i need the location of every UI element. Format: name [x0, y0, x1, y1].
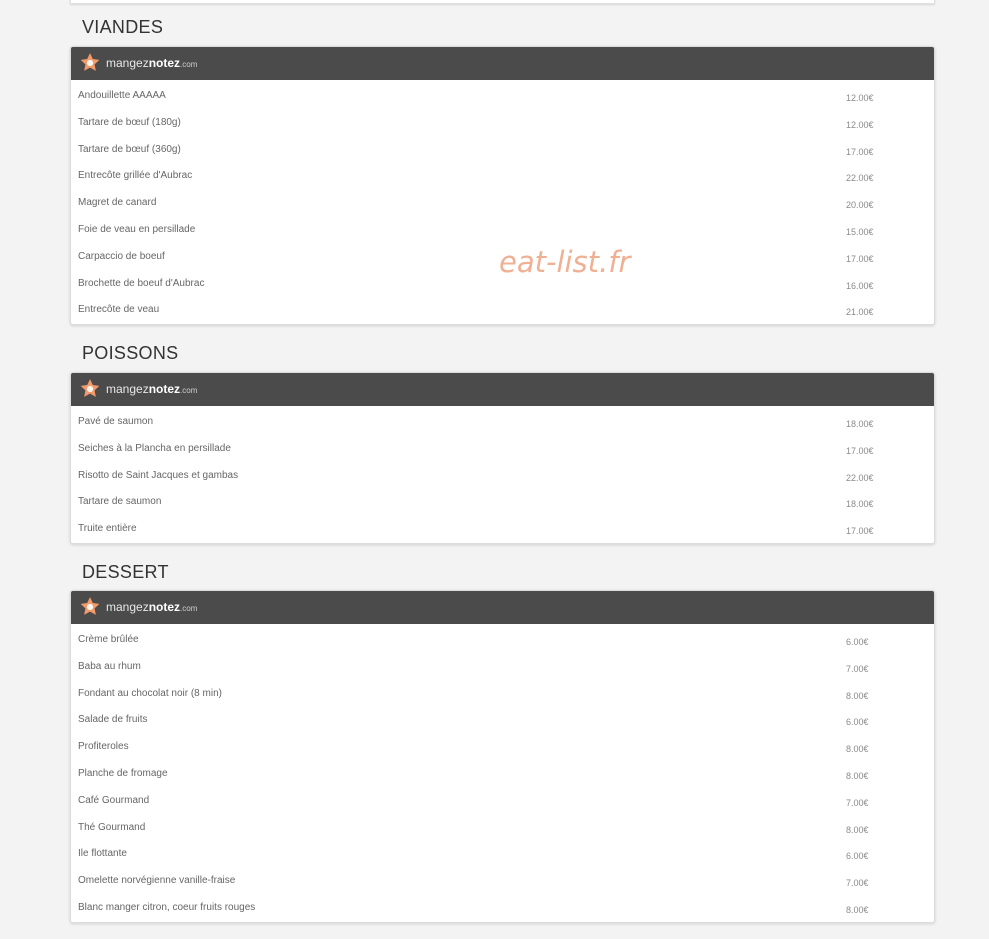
item-name: Tartare de bœuf (180g)	[78, 116, 181, 128]
menu-item	[71, 137, 934, 164]
item-name: Fondant au chocolat noir (8 min)	[78, 687, 222, 699]
brand-light-text: mangez	[106, 600, 149, 614]
brand-bold-text: notez	[148, 600, 181, 614]
item-price: 22.00€	[846, 472, 874, 483]
menu-item	[71, 868, 934, 895]
brand-light-text: mangez	[106, 56, 149, 70]
brand-suffix-text: .com	[180, 386, 198, 395]
item-name: Andouillette AAAAA	[78, 90, 166, 101]
item-name: Tartare de saumon	[78, 496, 162, 508]
menu-item	[71, 841, 934, 868]
item-price: 8.00€	[846, 824, 869, 835]
brand-bold-text: notez	[148, 382, 181, 396]
menu-item	[71, 761, 934, 788]
star-logo-icon	[79, 378, 101, 400]
item-name: Planche de fromage	[78, 767, 168, 779]
item-price: 7.00€	[846, 663, 869, 674]
item-name: Carpaccio de boeuf	[78, 250, 165, 262]
menu-card-viandes	[70, 46, 935, 325]
item-name: Thé Gourmand	[78, 821, 146, 833]
brand-wordmark	[106, 381, 197, 399]
menu-item	[71, 217, 934, 244]
item-name: Salade de fruits	[78, 714, 148, 726]
menu-item	[71, 734, 934, 761]
brand-suffix-text: .com	[180, 604, 198, 613]
item-name: Ile flottante	[78, 848, 127, 860]
item-price: 8.00€	[846, 690, 869, 701]
item-price: 21.00€	[846, 307, 874, 318]
menu-item	[71, 788, 934, 815]
item-price: 6.00€	[846, 637, 869, 647]
item-name: Profiteroles	[78, 741, 129, 753]
menu-item	[71, 163, 934, 190]
item-price: 16.00€	[846, 280, 874, 291]
item-name: Baba au rhum	[78, 660, 141, 672]
menu-item	[71, 627, 934, 654]
menu-item	[71, 681, 934, 708]
item-price: 7.00€	[846, 878, 869, 889]
menu-item	[71, 436, 934, 463]
brand-suffix-text: .com	[180, 60, 198, 69]
menu-item	[71, 409, 934, 436]
item-price: 8.00€	[846, 744, 869, 755]
item-name: Tartare de bœuf (360g)	[78, 143, 181, 155]
menu-item	[71, 110, 934, 137]
item-name: Crème brûlée	[78, 634, 139, 645]
section-title-poissons: POISSONS	[82, 343, 179, 363]
item-price: 15.00€	[846, 226, 874, 237]
item-name: Blanc manger citron, coeur fruits rouges	[78, 901, 256, 913]
menu-card-poissons	[70, 372, 935, 544]
brand-wordmark	[106, 55, 197, 73]
menu-item	[71, 654, 934, 681]
item-name: Truite entière	[78, 523, 137, 535]
item-price: 20.00€	[846, 200, 874, 211]
item-price: 17.00€	[846, 526, 874, 537]
brand-bold-text: notez	[148, 56, 181, 70]
item-price: 17.00€	[846, 146, 874, 157]
item-price: 17.00€	[846, 253, 874, 264]
brand-wordmark	[106, 599, 197, 617]
card-header	[71, 373, 934, 406]
watermark: eat-list.fr	[499, 245, 631, 279]
menu-card-dessert	[70, 590, 935, 923]
item-price: 7.00€	[846, 797, 869, 808]
item-price: 6.00€	[846, 851, 869, 862]
menu-item	[71, 516, 934, 543]
menu-item	[71, 83, 934, 110]
item-price: 8.00€	[846, 904, 869, 915]
item-price: 17.00€	[846, 445, 874, 456]
item-name: Magret de canard	[78, 197, 157, 209]
card-header	[71, 47, 934, 80]
item-name: Pavé de saumon	[78, 416, 154, 427]
item-name: Café Gourmand	[78, 794, 150, 806]
item-name: Entrecôte de veau	[78, 304, 160, 316]
menu-list	[71, 406, 934, 543]
menu-item	[71, 489, 934, 516]
menu-list	[71, 80, 934, 324]
item-price: 18.00€	[846, 419, 874, 429]
item-name: Brochette de boeuf d'Aubrac	[78, 277, 205, 289]
menu-item	[71, 707, 934, 734]
item-name: Foie de veau en persillade	[78, 223, 196, 235]
item-price: 6.00€	[846, 717, 869, 728]
item-name: Risotto de Saint Jacques et gambas	[78, 469, 239, 481]
item-name: Seiches à la Plancha en persillade	[78, 442, 231, 454]
item-price: 12.00€	[846, 93, 874, 103]
previous-menu-card-edge	[70, 0, 935, 4]
menu-item	[71, 190, 934, 217]
item-price: 8.00€	[846, 770, 869, 781]
menu-item	[71, 297, 934, 324]
menu-list	[71, 624, 934, 922]
menu-item	[71, 463, 934, 490]
brand-light-text: mangez	[106, 382, 149, 396]
item-price: 22.00€	[846, 173, 874, 184]
menu-item	[71, 815, 934, 842]
star-logo-icon	[79, 596, 101, 618]
menu-item	[71, 895, 934, 922]
item-name: Entrecôte grillée d'Aubrac	[78, 170, 193, 182]
section-title-viandes: VIANDES	[82, 17, 164, 37]
item-name: Omelette norvégienne vanille-fraise	[78, 875, 236, 887]
item-price: 12.00€	[846, 119, 874, 130]
card-header	[71, 591, 934, 624]
section-title-dessert: DESSERT	[82, 562, 169, 582]
star-logo-icon	[79, 52, 101, 74]
item-price: 18.00€	[846, 499, 874, 510]
